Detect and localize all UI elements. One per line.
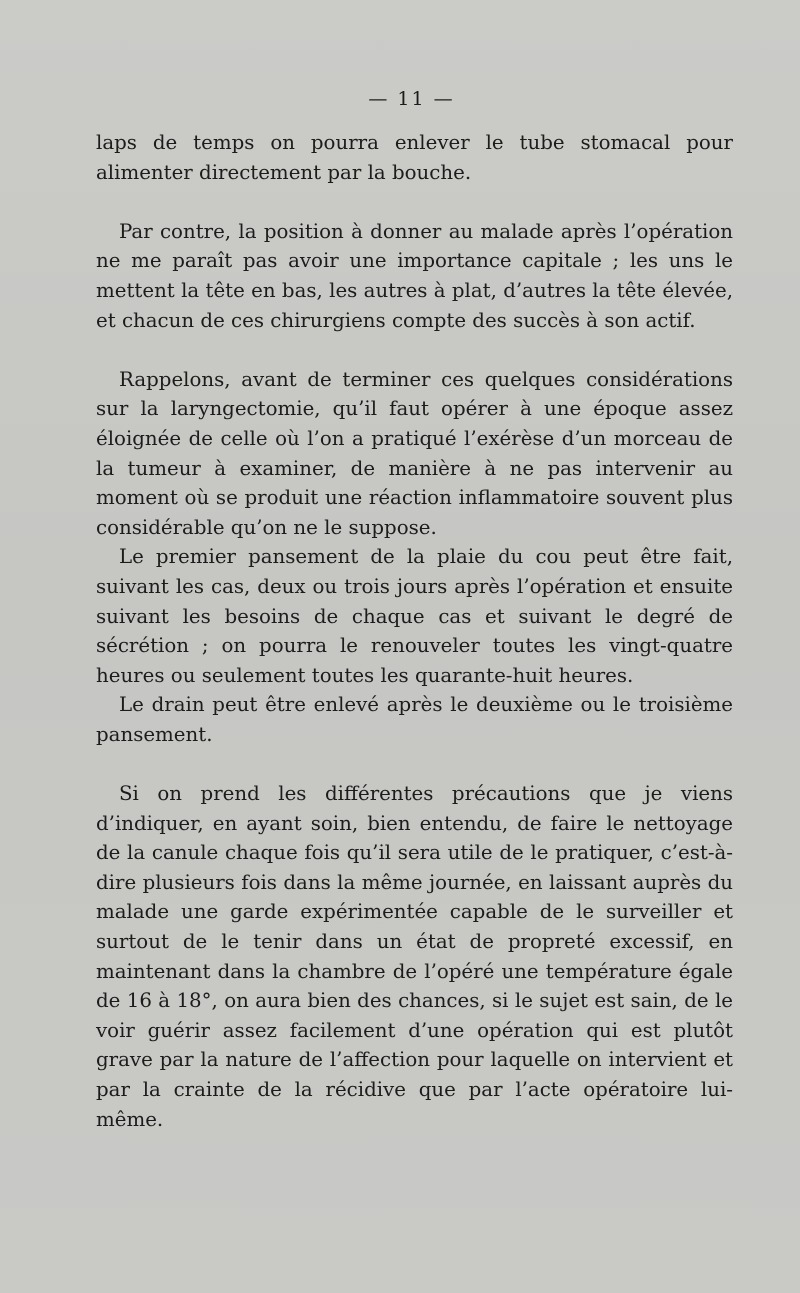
paragraph-gap — [96, 187, 733, 217]
paragraph-2: Par contre, la position à donner au malade après l’opération ne me paraît pas avoir une importance capitale ; les uns le mettent la tête en bas, les autres à plat, d’autres la tête élevée, et chacun de ces chirurgiens compte des succès à son actif. — [96, 219, 733, 332]
paragraph-5: Le drain peut être enlevé après le deuxième ou le troisième pansement. — [96, 693, 733, 746]
paragraph-1: laps de temps on pourra enlever le tube stomacal pour alimenter directement par la bouche. — [96, 131, 733, 184]
body-text — [96, 128, 733, 1134]
page-number: — 11 — — [368, 88, 455, 110]
paragraph-gap — [96, 749, 733, 779]
paragraph-6: Si on prend les différentes précautions que je viens d’indiquer, en ayant soin, bien entendu, de faire le nettoyage de la canule chaque fois qu’il sera utile de le pratiquer, c’est-à-dire plusieurs fois dans la même journée, en laissant auprès du malade une garde expérimentée capable de le surveiller et surtout de le tenir dans un état de propreté excessif, en maintenant dans la chambre de l’opéré une température égale de 16 à 18°, on aura bien des chances, si le sujet est sain, de le voir guérir assez facilement d’une opération qui est plutôt grave par la nature de l’affection pour laquelle on intervient et par la crainte de la récidive que par l’acte opératoire lui-même. — [96, 782, 733, 1131]
paragraph-gap — [96, 335, 733, 365]
paragraph-3: Rappelons, avant de terminer ces quelques considérations sur la laryngectomie, qu’il faut opérer à une époque assez éloignée de celle où l’on a pratiqué l’exérèse d’un morceau de la tumeur à examiner, de manière à ne pas intervenir au moment où se produit une réaction inflammatoire souvent plus considérable qu’on ne le suppose. — [96, 367, 733, 539]
paragraph-4: Le premier pansement de la plaie du cou peut être fait, suivant les cas, deux ou trois jours après l’opération et ensuite suivant les besoins de chaque cas et suivant le degré de sécrétion ; on pourra le renouveler toutes les vingt-quatre heures ou seulement toutes les quarante-huit heures. — [96, 545, 733, 687]
